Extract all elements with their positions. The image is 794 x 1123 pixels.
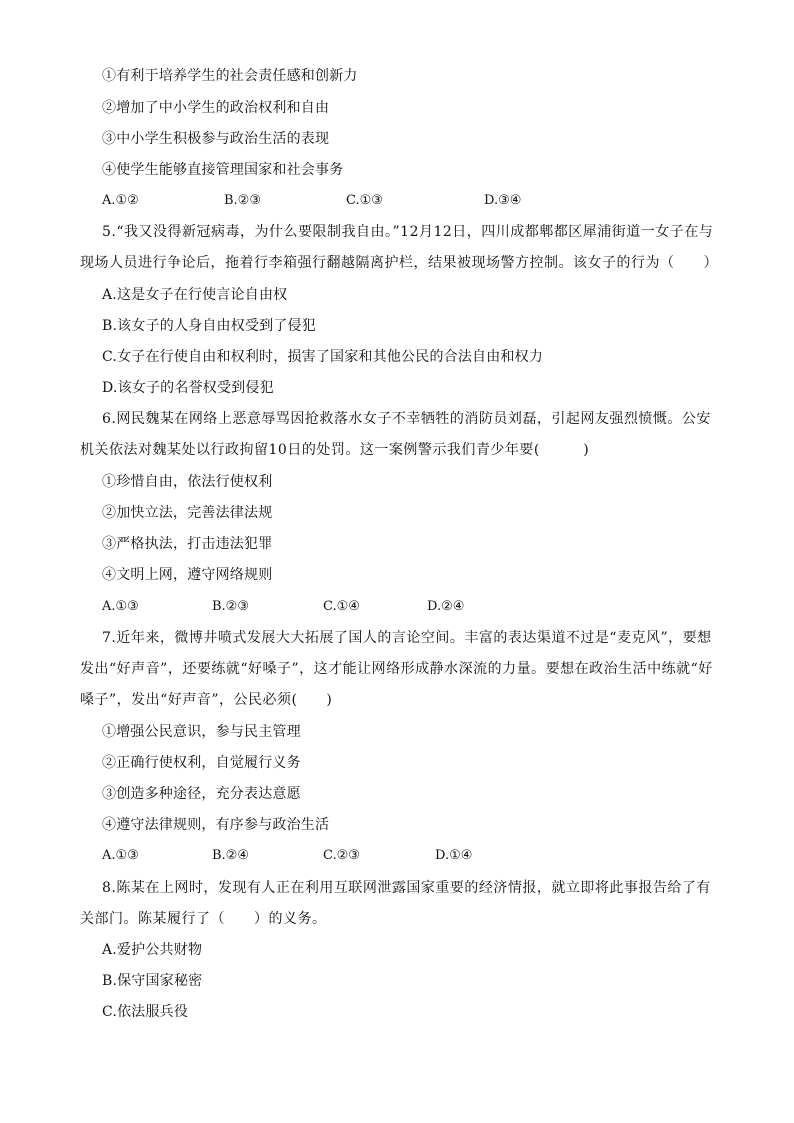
statement-item: ②正确行使权利，自觉履行义务 (102, 755, 301, 771)
option-b: B.该女子的人身自由权受到了侵犯 (102, 318, 316, 334)
choice-c: C.①③ (346, 193, 383, 208)
question-8-stem: 8.陈某在上网时，发现有人正在利用互联网泄露国家重要的经济情报，就立即将此事报告给了有关部门。陈某履行了（ ）的义务。 (80, 880, 711, 927)
choice-c: C.②③ (323, 848, 360, 863)
option-a: A.这是女子在行使言论自由权 (102, 287, 288, 303)
statement-item: ①珍惜自由，依法行使权利 (102, 474, 273, 490)
statement-item: ①增强公民意识，参与民主管理 (102, 724, 301, 740)
choice-a: A.①② (102, 193, 139, 208)
statement-item: ④使学生能够直接管理国家和社会事务 (102, 162, 344, 178)
statement-item: ②加快立法，完善法律法规 (102, 505, 273, 521)
statement-item: ②增加了中小学生的政治权利和自由 (102, 100, 330, 116)
option-c: C.女子在行使自由和权利时，损害了国家和其他公民的合法自由和权力 (102, 349, 544, 365)
statement-item: ③中小学生积极参与政治生活的表现 (102, 131, 330, 147)
choice-a: A.①③ (102, 599, 139, 614)
choice-d: D.①④ (435, 848, 473, 863)
choice-b: B.②③ (224, 193, 261, 208)
statement-item: ①有利于培养学生的社会责任感和创新力 (102, 68, 358, 84)
option-c: C.依法服兵役 (102, 1004, 189, 1020)
question-6-stem: 6.网民魏某在网络上恶意辱骂因抢救落水女子不幸牺牲的消防员刘磊，引起网友强烈愤慨。公安机关依法对魏某处以行政拘留10日的处罚。这一案例警示我们青少年要( ) (80, 411, 711, 458)
statement-item: ④遵守法律规则，有序参与政治生活 (102, 817, 330, 833)
statement-item: ③严格执法，打击违法犯罪 (102, 536, 273, 552)
choice-d: D.②④ (427, 599, 465, 614)
choice-c: C.①④ (323, 599, 360, 614)
statement-item: ④文明上网，遵守网络规则 (102, 567, 273, 583)
option-b: B.保守国家秘密 (102, 973, 203, 989)
choice-b: B.②④ (212, 848, 249, 863)
option-a: A.爱护公共财物 (102, 942, 203, 958)
choice-d: D.③④ (484, 193, 522, 208)
statement-item: ③创造多种途径，充分表达意愿 (102, 786, 301, 802)
question-7-stem: 7.近年来，微博井喷式发展大大拓展了国人的言论空间。丰富的表达渠道不过是“麦克风”，要想发出“好声音”，还要练就“好嗓子”，这才能让网络形成静水深流的力量。要想在政治生活中练就“好嗓子”，发出“好声音”，公民必须( ) (80, 630, 713, 708)
choice-a: A.①③ (102, 848, 139, 863)
choice-b: B.②③ (212, 599, 249, 614)
question-5-stem: 5.“我又没得新冠病毒，为什么要限制我自由。”12月12日，四川成都郫都区犀浦街道一女子在与现场人员进行争论后，拖着行李箱强行翻越隔离护栏，结果被现场警方控制。该女子的行为（ ） (80, 224, 718, 271)
option-d: D.该女子的名誉权受到侵犯 (102, 380, 274, 396)
